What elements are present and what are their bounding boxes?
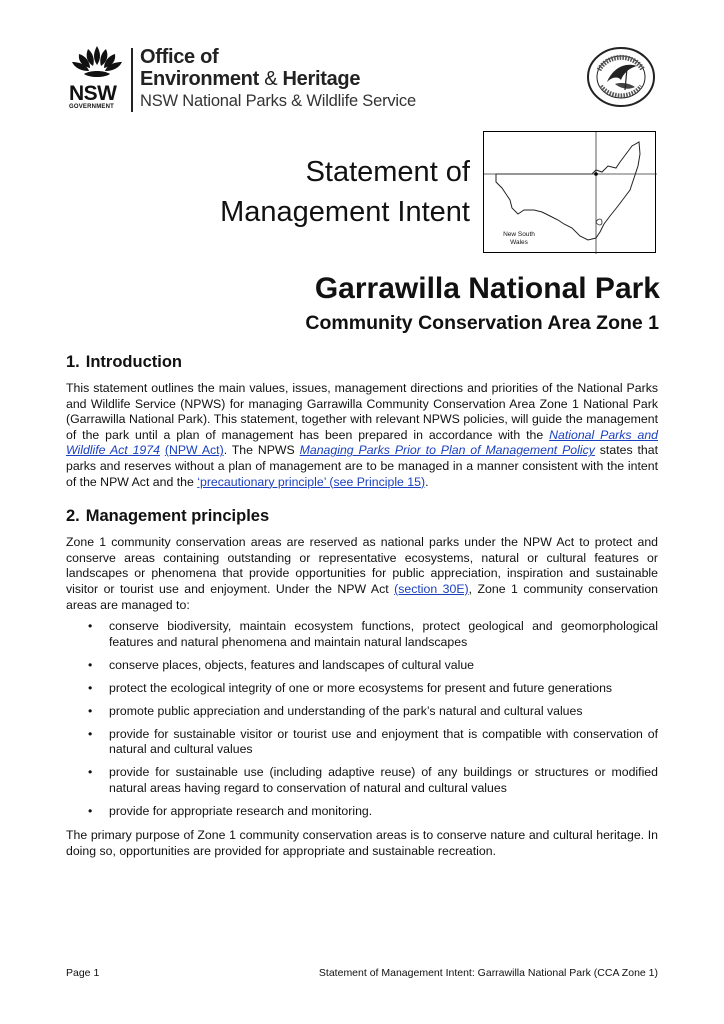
office-heritage: Heritage <box>282 68 361 90</box>
intro-text-2: . The NPWS <box>223 443 300 458</box>
office-environment: Environment <box>140 68 259 90</box>
npw-act-short-link[interactable]: (NPW Act) <box>164 443 224 458</box>
intro-text-4: . <box>425 474 429 489</box>
principles-text-1: Zone 1 community conservation areas are reserved as national parks under the NPW Act to protect and conserve areas containing outstanding or representative ecosystems, natural or cultural features or landscapes or phenomena that provide opportunities for public appreciation, inspiration and sustainable visitor or tourist use and enjoyment. Under the NPW Act <box>66 535 658 596</box>
primary-purpose-paragraph: The primary purpose of Zone 1 community conservation areas is to conserve nature and cultural heritage. In doing so, opportunities are provided for appropriate and sustainable recreation. <box>66 828 658 858</box>
list-item <box>66 658 658 674</box>
list-item-text: conserve places, objects, features and landscapes of cultural value <box>109 657 475 672</box>
npws-emblem <box>585 46 657 108</box>
managing-parks-policy-link[interactable]: Managing Parks Prior to Plan of Management Policy <box>299 443 595 458</box>
section-1-title: Introduction <box>85 353 182 371</box>
list-item-text: provide for sustainable use (including adaptive reuse) of any buildings or structures or modified natural areas having regard to conservation of natural and cultural values <box>109 765 658 795</box>
introduction-paragraph <box>66 381 658 490</box>
section-2-title: Management principles <box>85 507 270 526</box>
section-30e-link[interactable]: (section 30E) <box>394 581 469 596</box>
header-divider <box>131 48 133 112</box>
bullet-icon: • <box>88 765 93 780</box>
nsw-government-label: GOVERNMENT <box>69 104 115 110</box>
management-principles-list <box>66 619 658 819</box>
list-item <box>66 681 658 697</box>
intro-text-1: This statement outlines the main values, issues, management directions and priorities of the National Parks and Wildlife Service (NPWS) for managing Garrawilla Community Conservation Area Zone 1 National Park (Garrawilla National Park). This statement, together with relevant NPWS policies, will guide the management of the park until a plan of management has been prepared in accordance with the <box>66 381 658 442</box>
statement-title-line-1: Statement of <box>305 156 470 188</box>
office-ampersand: & <box>264 68 278 90</box>
section-2-heading <box>66 505 658 527</box>
npws-line: NSW National Parks & Wildlife Service <box>140 92 416 110</box>
nsw-wordmark: NSW <box>69 82 117 105</box>
bullet-icon: • <box>88 680 93 695</box>
footer-title: Statement of Management Intent: Garrawilla National Park (CCA Zone 1) <box>318 967 658 979</box>
bullet-icon: • <box>88 703 93 718</box>
list-item <box>66 765 658 796</box>
principles-text-2: , Zone 1 community conservation areas are managed to: <box>66 581 659 612</box>
list-item <box>66 804 658 820</box>
list-item-text: conserve biodiversity, maintain ecosystem functions, protect geological and geomorphological features and natural phenomena and maintain natural landscapes <box>109 619 658 649</box>
principles-intro-paragraph <box>66 535 658 613</box>
page-number: Page 1 <box>66 967 100 979</box>
waratah-icon <box>66 44 128 84</box>
precautionary-principle-link[interactable]: ‘precautionary principle’ (see Principle 15) <box>197 474 426 489</box>
bullet-icon: • <box>88 803 93 818</box>
document-body <box>66 351 658 860</box>
section-1-heading <box>66 351 658 373</box>
page-header <box>66 44 666 116</box>
statement-title-line-2: Management Intent <box>220 196 470 228</box>
list-item-text: promote public appreciation and understanding of the park’s natural and cultural values <box>109 703 583 718</box>
list-item-text: provide for sustainable visitor or tourist use and enjoyment that is compatible with conservation of natural and cultural values <box>109 726 658 757</box>
intro-text-3: states that parks and reserves without a plan of management are to be managed in a manner consistent with the intent of the NPW Act and the <box>66 443 658 489</box>
bullet-icon: • <box>88 657 93 672</box>
bullet-icon: • <box>88 619 93 634</box>
npw-act-link[interactable]: National Parks and Wildlife Act 1974 <box>66 427 658 458</box>
office-line-2 <box>140 68 416 90</box>
section-2-number: 2. <box>66 507 80 526</box>
map-label-line-1: New South <box>503 231 535 238</box>
bullet-icon: • <box>88 726 93 741</box>
zone-subheading: Community Conservation Area Zone 1 <box>305 312 659 334</box>
map-label-line-2: Wales <box>510 239 528 246</box>
office-line-1: Office of <box>140 46 219 68</box>
list-item <box>66 727 658 758</box>
map-label <box>499 231 539 247</box>
list-item-text: provide for appropriate research and monitoring. <box>109 803 373 818</box>
office-name-block <box>140 46 416 112</box>
list-item <box>66 619 658 650</box>
park-name-heading: Garrawilla National Park <box>314 272 660 305</box>
location-map <box>483 131 656 253</box>
npws-emblem-icon <box>585 46 657 108</box>
list-item <box>66 704 658 720</box>
section-1-number: 1. <box>66 353 80 371</box>
list-item-text: protect the ecological integrity of one or more ecosystems for present and future generations <box>109 680 613 695</box>
statement-title <box>220 152 470 232</box>
